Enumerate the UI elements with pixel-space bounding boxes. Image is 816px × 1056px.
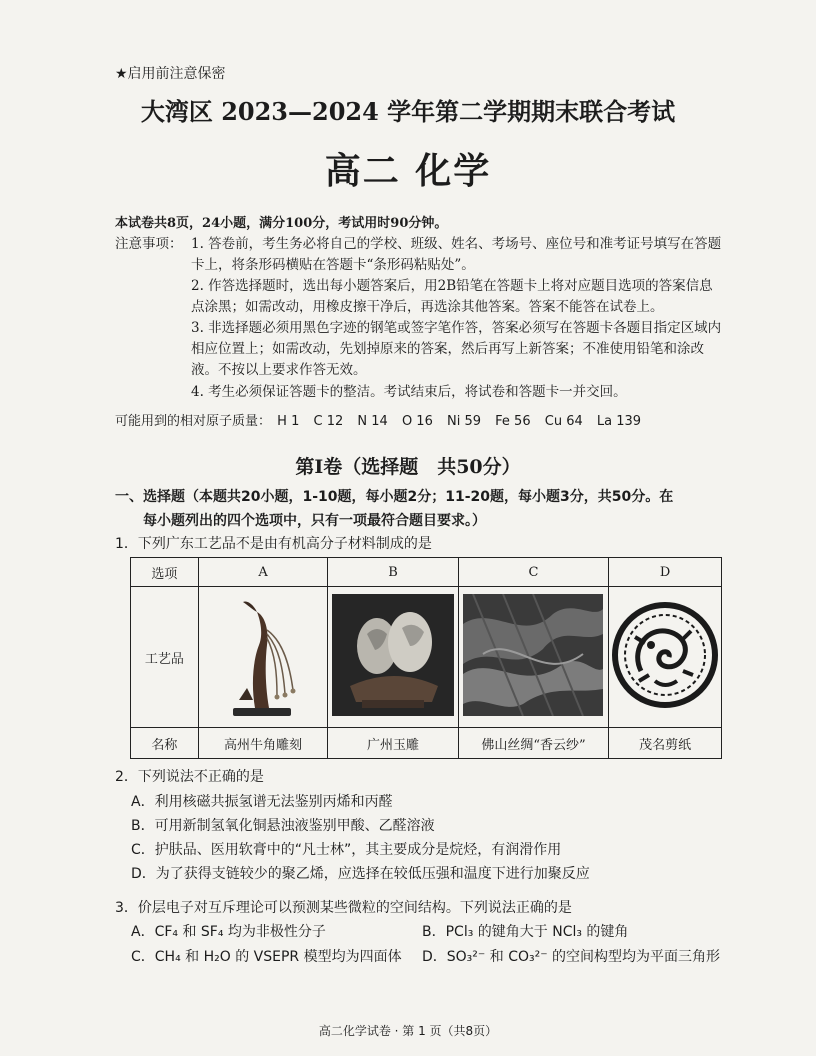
question-3-option: D．SO₃²⁻ 和 CO₃²⁻ 的空间构型均为平面三角形	[422, 949, 721, 965]
craft-image-c	[458, 587, 608, 728]
atomic-mass: Fe 56	[495, 414, 531, 429]
name-c: 佛山丝绸“香云纱”	[458, 728, 608, 759]
question-3-stem: 3．价层电子对互斥理论可以预测某些微粒的空间结构。下列说法正确的是	[115, 900, 572, 916]
atomic-mass: O 16	[401, 414, 433, 429]
option-a: A	[198, 558, 327, 587]
jade-carving-image	[332, 594, 454, 716]
atomic-mass: La 139	[596, 414, 642, 429]
atomic-masses	[115, 410, 651, 429]
notice-item: 2. 作答选择题时，选出每小题答案后，用2B铅笔在答题卡上将对应题目选项的答案信息点涂黑；如需改动，用橡皮擦干净后，再选涂其他答案。答案不能答在试卷上。	[191, 278, 713, 315]
part-one-line: 一、选择题（本题共20小题，1-10题，每小题2分；11-20题，每小题3分，共50分。在	[115, 489, 674, 505]
part-one-line: 每小题列出的四个选项中，只有一项最符合题目要求。）	[143, 513, 486, 529]
page-footer: 高二化学试卷 · 第 1 页（共8页）	[318, 1024, 498, 1038]
question-3-option: C．CH₄ 和 H₂O 的 VSEPR 模型均为四面体	[131, 949, 402, 965]
notice-item: 4. 考生必须保证答题卡的整洁。考试结束后，将试卷和答题卡一并交回。	[191, 384, 627, 400]
option-c: C	[458, 558, 608, 587]
question-2-option: D．为了获得支链较少的聚乙烯，应选择在较低压强和温度下进行加聚反应	[131, 866, 590, 882]
name-a: 高州牛角雕刻	[198, 728, 327, 759]
option-d: D	[609, 558, 722, 587]
exam-subject: 高二 化学	[324, 150, 492, 192]
question-2-option: B．可用新制氢氧化铜悬浊液鉴别甲酸、乙醛溶液	[131, 818, 435, 834]
question-1-stem: 1．下列广东工艺品不是由有机高分子材料制成的是	[115, 536, 432, 552]
name-b: 广州玉雕	[328, 728, 459, 759]
atomic-mass: Cu 64	[544, 414, 583, 429]
atomic-mass: H 1	[277, 414, 300, 429]
craft-image-a	[198, 587, 327, 728]
notice-item: 3. 非选择题必须用黑色字迹的钢笔或签字笔作答，答案必须写在答题卡各题目指定区域内相应位置上；如需改动，先划掉原来的答案，然后再写上新答案；不准使用铅笔和涂改液。不按以上要求作答无效。	[191, 320, 722, 378]
row-header-option: 选项	[131, 558, 199, 587]
question-3-option: A．CF₄ 和 SF₄ 均为非极性分子	[131, 924, 326, 940]
exam-title: 大湾区 2023—2024 学年第二学期期末联合考试	[140, 97, 676, 126]
silk-fabric-image	[463, 594, 603, 716]
atomic-mass: Ni 59	[447, 414, 482, 429]
notice-heading: 注意事项：	[115, 236, 183, 252]
horn-carving-image	[213, 590, 313, 720]
question-2-option: C．护肤品、医用软膏中的“凡士林”，其主要成分是烷烃，有润滑作用	[131, 842, 562, 858]
question-2-option: A．利用核磁共振氢谱无法鉴别丙烯和丙醛	[131, 794, 393, 810]
row-header-name: 名称	[131, 728, 199, 759]
part-one-instructions	[115, 485, 725, 533]
atomic-mass: N 14	[357, 414, 388, 429]
craft-image-b	[328, 587, 459, 728]
option-b: B	[328, 558, 459, 587]
paper-cut-image	[611, 601, 719, 709]
confidential-label: ★启用前注意保密	[115, 66, 226, 82]
atomic-mass: C 12	[313, 414, 344, 429]
atomic-masses-label: 可能用到的相对原子质量：	[115, 414, 272, 429]
craft-table	[130, 557, 722, 759]
question-2-stem: 2．下列说法不正确的是	[115, 769, 264, 785]
question-3-option: B．PCl₃ 的键角大于 NCl₃ 的键角	[422, 924, 629, 940]
section-title: 第Ⅰ卷（选择题 共50分）	[295, 456, 521, 478]
row-header-craft: 工艺品	[131, 587, 199, 728]
craft-image-d	[609, 587, 722, 728]
exam-info: 本试卷共8页，24小题，满分100分，考试用时90分钟。	[115, 216, 448, 231]
notice-item: 1. 答卷前，考生务必将自己的学校、班级、姓名、考场号、座位号和准考证号填写在答题卡上，将条形码横贴在答题卡“条形码粘贴处”。	[191, 236, 722, 273]
name-d: 茂名剪纸	[609, 728, 722, 759]
